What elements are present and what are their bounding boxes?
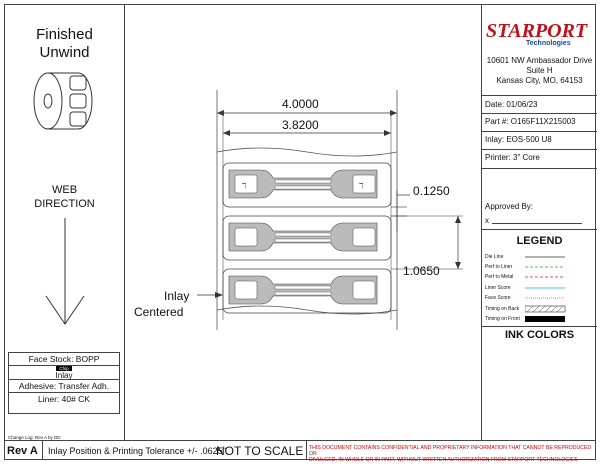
legend-liner-score: Liner Score [485, 285, 511, 291]
legend-perf-metal: Perf to Metal [485, 274, 514, 280]
material-spec-box [8, 352, 120, 414]
face-stock-row: Face Stock: BOPP [9, 353, 119, 366]
printer-field: Printer: 3" Core [485, 153, 540, 162]
part-number-field: Part #: O165F11X215003 [485, 117, 576, 126]
signature-x: x [485, 216, 489, 225]
label-1 [223, 163, 391, 207]
pitch-value: 1.0650 [403, 264, 440, 278]
inlay-field: Inlay: EOS-500 U8 [485, 135, 552, 144]
approved-by-label: Approved By: [485, 202, 534, 211]
legend-die-line: Die Line [485, 254, 504, 260]
inlay-note-line1: Inlay [164, 289, 190, 303]
tolerance-note: Inlay Position & Printing Tolerance +/- .0625" [48, 446, 226, 456]
signature-line[interactable] [492, 223, 582, 224]
not-to-scale: NOT TO SCALE [216, 444, 304, 458]
legend-timing-back: Timing on Back [485, 306, 520, 312]
revision: Rev A [7, 445, 38, 457]
web-label: WEB [51, 184, 78, 196]
roll-icon [26, 66, 101, 136]
company-logo: STARPORT [486, 20, 588, 42]
address-line3: Kansas City, MO, 64153 [496, 76, 583, 85]
liner-row: Liner: 40# CK [38, 394, 90, 404]
width-outer-value: 4.0000 [282, 97, 319, 111]
legend-timing-front: Timing on Front [485, 316, 520, 322]
adhesive-row: Adhesive: Transfer Adh. [9, 380, 119, 393]
change-log: Change Log: Rev A by DD [8, 435, 61, 440]
right-column [481, 4, 596, 440]
date-field: Date: 01/06/23 [485, 100, 538, 109]
finished-title: Finished [36, 26, 93, 43]
width-inner-value: 3.8200 [282, 118, 319, 132]
legend-swatches [525, 254, 567, 326]
address-line2: Suite H [526, 66, 553, 75]
legend-face-score: Face Score [485, 295, 511, 301]
gap-value: 0.1250 [413, 184, 450, 198]
antenna-glyph-icon: ℸ [242, 183, 247, 190]
footer-bar [4, 440, 596, 463]
ink-colors-title: INK COLORS [504, 329, 575, 341]
label-2 [223, 216, 391, 260]
unwind-title: Unwind [39, 44, 90, 61]
inlay-note-line2: Centered [134, 305, 184, 319]
confidential-notice: THIS DOCUMENT CONTAINS CONFIDENTIAL AND PROPRIETARY INFORMATION THAT CANNOT BE REPRODUCED OR DIVULGED, IN WHOLE OR IN PART, WITHOUT WRITTEN AUTHORIZATION FROM STARPORT TECHNOLOGIES [309, 445, 592, 463]
legend-title: LEGEND [516, 235, 563, 247]
address-line1: 10601 NW Ambassador Drive [486, 56, 593, 65]
chip-badge: Chip [56, 366, 71, 371]
legend-perf-liner: Perf to Liner [485, 264, 513, 270]
direction-label: DIRECTION [34, 198, 95, 210]
company-logo-sub: Technologies [526, 40, 571, 47]
antenna-glyph-icon: ℸ [359, 183, 364, 190]
inlay-row [9, 366, 119, 380]
web-direction-arrow-icon [42, 216, 88, 328]
inlay-label: Inlay [55, 371, 73, 380]
